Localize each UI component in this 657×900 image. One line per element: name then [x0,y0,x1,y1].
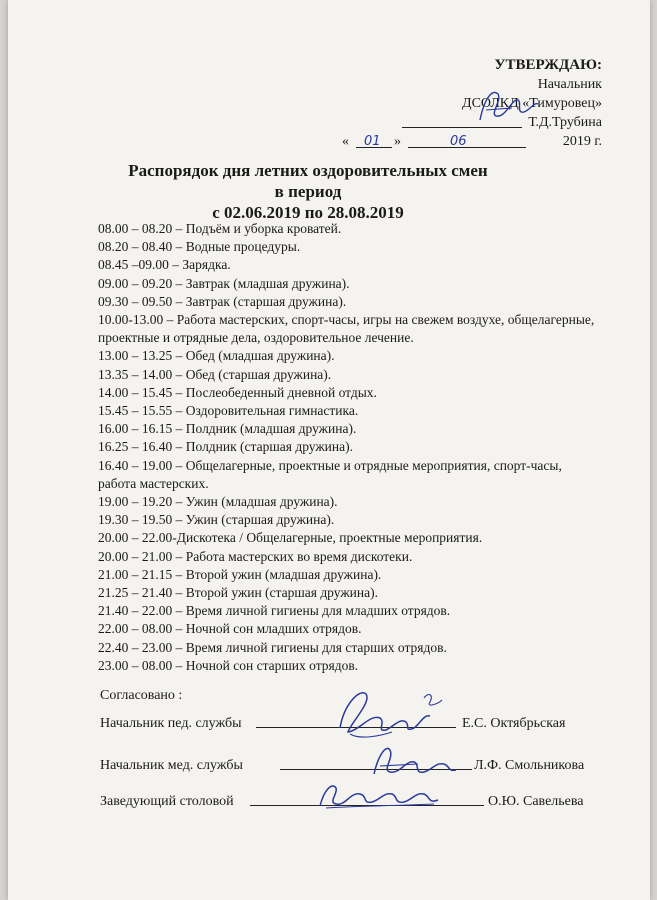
schedule-item: 16.40 – 19.00 – Общелагерные, проектные и отрядные мероприятия, спорт-часы, работа мастерских. [98,457,562,491]
date-close-quote: » [394,134,401,149]
schedule-item: 14.00 – 15.45 – Послеобеденный дневной отдых. [98,384,377,400]
schedule-item: 21.25 – 21.40 – Второй ужин (старшая дружина). [98,585,378,601]
date-month-handwritten: 06 [450,134,467,149]
schedule-item: 22.40 – 23.00 – Время личной гигиены для старших отрядов. [98,639,447,655]
schedule-item: 20.00 – 22.00-Дискотека / Общелагерные, проектные мероприятия. [98,530,483,546]
schedule-item: 09.00 – 09.20 – Завтрак (младшая дружина). [98,275,350,291]
title-line-1: Распорядок дня летних оздоровительных смен [128,161,488,180]
approval-block [342,56,602,151]
signatory-role: Начальник мед. службы [100,758,243,773]
signature-icon [310,776,450,812]
schedule-item: 13.35 – 14.00 – Обед (старшая дружина). [98,366,332,382]
schedule-item: 19.30 – 19.50 – Ужин (старшая дружина). [98,512,335,528]
approval-org: ДСОЛКД «Тимуровец» [462,96,602,111]
signatory-role: Заведующий столовой [100,794,234,809]
title-line-2: в период [274,182,342,201]
approval-position: Начальник [537,77,602,92]
approval-signature-icon [472,80,542,130]
date-year: 2019 г. [562,134,602,149]
schedule-item: 13.00 – 13.25 – Обед (младшая дружина). [98,348,335,364]
document-page [8,0,650,900]
signature-icon [360,734,470,780]
date-open-quote: « [342,134,349,149]
schedule-item: 23.00 – 08.00 – Ночной сон старших отрядов. [98,657,359,673]
schedule-item: 21.00 – 21.15 – Второй ужин (младшая дружина). [98,566,382,582]
title-line-3: с 02.06.2019 по 28.08.2019 [212,203,404,222]
date-day-handwritten: 01 [364,134,381,149]
approval-signer: Т.Д.Трубина [528,115,602,130]
schedule-item: 08.20 – 08.40 – Водные процедуры. [98,239,301,255]
approval-heading: УТВЕРЖДАЮ: [494,57,602,73]
signatory-role: Начальник пед. службы [100,716,242,731]
schedule-item: 20.00 – 21.00 – Работа мастерских во время дискотеки. [98,548,413,564]
schedule-list [98,220,598,675]
date-month-underline [408,132,526,148]
approval-date-line [342,132,602,151]
signatory-row [100,790,610,810]
signatory-name: О.Ю. Савельева [488,794,584,809]
schedule-item: 10.00-13.00 – Работа мастерских, спорт-часы, игры на свежем воздухе, общелагерные, проектные и отрядные дела, оздоровительное лечение. [98,312,595,346]
schedule-item: 16.00 – 16.15 – Полдник (младшая дружина). [98,421,357,437]
schedule-item: 15.45 – 15.55 – Оздоровительная гимнастика. [98,403,359,419]
schedule-item: 09.30 – 09.50 – Завтрак (старшая дружина). [98,293,347,309]
schedule-item: 16.25 – 16.40 – Полдник (старшая дружина). [98,439,353,455]
schedule-item: 08.45 –09.00 – Зарядка. [98,257,231,273]
signatory-row [100,712,610,732]
schedule-item: 19.00 – 19.20 – Ужин (младшая дружина). [98,494,338,510]
signatory-name: Л.Ф. Смольникова [474,758,585,773]
agreement-label: Согласовано : [100,688,183,703]
schedule-item: 21.40 – 22.00 – Время личной гигиены для младших отрядов. [98,603,451,619]
signatory-name: Е.С. Октябрьская [462,716,566,731]
document-title [108,160,508,223]
schedule-item: 08.00 – 08.20 – Подъём и уборка кроватей. [98,221,342,236]
schedule-item: 22.00 – 08.00 – Ночной сон младших отрядов. [98,621,362,637]
signatory-row [100,754,610,774]
